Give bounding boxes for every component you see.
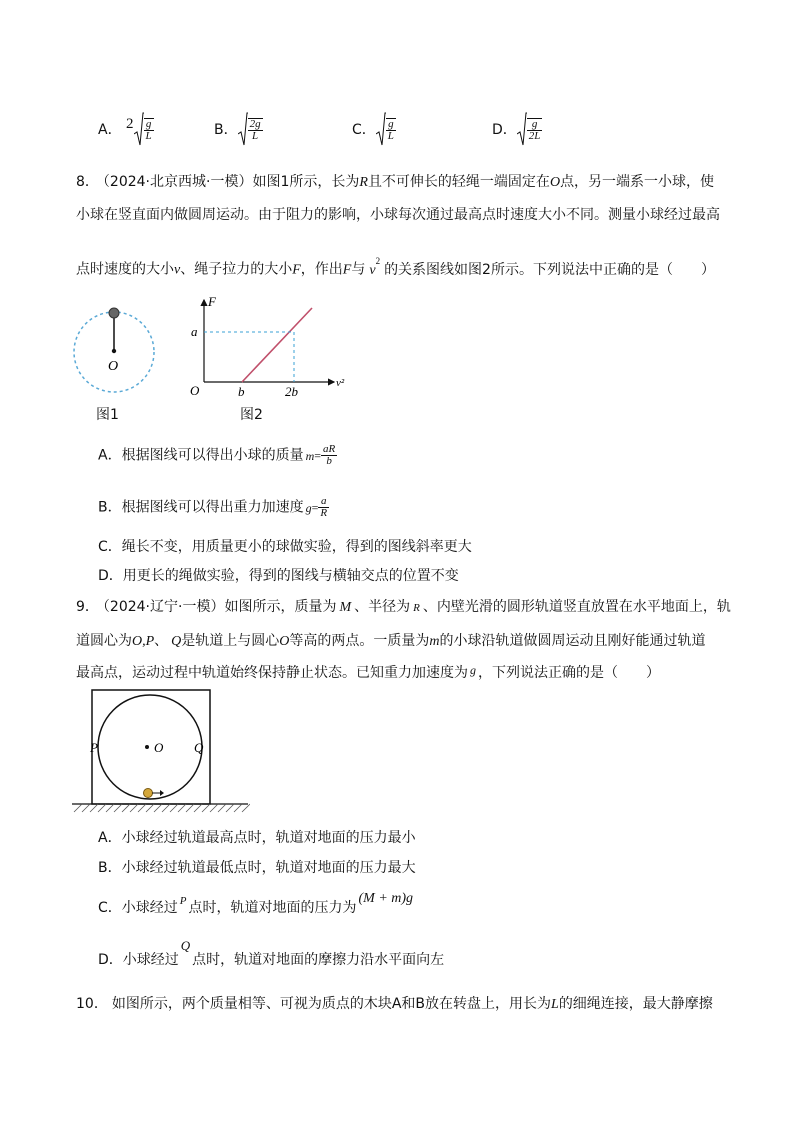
q9-line-1 [76, 597, 736, 618]
q8-line-3 [76, 255, 736, 281]
text: 如图所示，质量为 [224, 599, 337, 615]
question-number: 8． [76, 174, 99, 190]
fraction [527, 118, 543, 142]
text: 与 [351, 261, 366, 278]
option-label: A． [98, 122, 122, 138]
text: 小球在竖直面内做圆周运动。由于阻力的影响，小球每次通过最高点时速度大小不同。测量小球经过最高 [76, 207, 720, 223]
denominator: 2L [528, 130, 541, 142]
denominator: b [326, 455, 332, 467]
text: A．根据图线可以得出小球的质量 [98, 447, 304, 464]
track-frame [92, 690, 210, 804]
text: D．小球经过 [98, 952, 179, 968]
q7-option-a [98, 112, 154, 148]
math-var: m [305, 448, 315, 463]
fraction [321, 444, 337, 467]
q8-option-a: A．根据图线可以得出小球的质量 m= $\frac{aR}{b}$ [98, 443, 336, 467]
sqrt-icon [376, 112, 386, 148]
math-var: R [413, 602, 420, 614]
text: 最高点，运动过程中轨道始终保持静止状态。已知重力加速度为 [76, 665, 468, 681]
q10-line-1 [76, 994, 736, 1015]
q9-line-3 [76, 663, 736, 683]
math-var: L [551, 997, 559, 1012]
pivot-point [112, 349, 116, 353]
label-2b: 2b [285, 384, 298, 399]
numerator: g [144, 119, 154, 131]
q8-line-2 [76, 205, 736, 225]
text: 、绳子拉力的大小 [180, 261, 293, 278]
numerator: 2g [249, 118, 261, 130]
math-var: m [429, 634, 440, 649]
text: 点时，轨道对地面的摩擦力沿水平面向左 [192, 952, 445, 968]
label-p: P [90, 740, 98, 755]
figure-2-caption: 图2 [240, 407, 263, 423]
text: 点时速度的大小 [76, 261, 174, 278]
option-label: B． [214, 122, 238, 138]
text: 、 [154, 633, 169, 649]
text: 是轨道上与圆心 [181, 633, 280, 649]
coefficient: 2 [126, 116, 134, 132]
text: 的细绳连接，最大静摩擦 [558, 996, 713, 1012]
center-point [145, 745, 149, 749]
label-o: O [190, 383, 200, 398]
arrow-head-icon [160, 790, 164, 796]
figure-2-graph [186, 292, 356, 402]
math-var: R [359, 175, 368, 190]
math-var: O,P [132, 634, 155, 649]
circular-track [98, 695, 202, 799]
sqrt-icon [517, 112, 527, 148]
text: C．小球经过 [98, 900, 178, 916]
fraction [386, 118, 396, 142]
text: 如图1所示，长为 [252, 174, 360, 190]
question-number: 10． [76, 996, 108, 1012]
ball [109, 308, 119, 318]
denominator: L [145, 130, 152, 142]
ball [144, 789, 153, 798]
q7-option-d [492, 112, 542, 148]
sqrt-icon [134, 112, 144, 148]
fraction [318, 496, 329, 519]
text: 如图所示，两个质量相等、可视为质点的木块A和B放在转盘上，用长为 [111, 996, 552, 1012]
q9-option-b: B．小球经过轨道最低点时，轨道对地面的压力最大 [98, 860, 416, 876]
text: 、内壁光滑的圆形轨道竖直放置在水平地面上，轨 [422, 599, 731, 615]
math-var: F [292, 262, 301, 278]
text: 点时，轨道对地面的压力为 [188, 900, 357, 916]
numerator: a [318, 496, 329, 508]
f-v2-line [242, 308, 312, 382]
math-var: g [470, 663, 476, 677]
math-var: v [174, 262, 181, 278]
label-v2: v² [336, 377, 345, 389]
label-f: F [208, 294, 216, 309]
text: 的小球沿轨道做圆周运动且刚好能通过轨道 [439, 633, 706, 649]
label-b: b [238, 384, 245, 399]
superscript: 2 [375, 256, 381, 266]
label-o: O [154, 740, 164, 755]
text: B．根据图线可以得出重力加速度 [98, 499, 304, 516]
numerator: g [527, 119, 543, 131]
text: 点，另一端系一小球，使 [560, 174, 715, 190]
option-label: C． [352, 122, 376, 138]
text: 且不可伸长的轻绳一端固定在 [367, 174, 550, 190]
question-source: （2024·北京西城·一模） [102, 174, 253, 190]
math-var: M [339, 600, 352, 615]
text: 的关系图线如图2所示。下列说法中正确的是（ ） [384, 261, 715, 278]
numerator: g [386, 119, 396, 131]
q7-option-b [214, 112, 263, 148]
fraction [144, 118, 154, 142]
fraction [248, 118, 263, 142]
q8-line-1 [76, 172, 736, 193]
figure-1-caption: 图1 [96, 407, 119, 423]
q9-track-diagram [70, 688, 250, 816]
denominator: L [387, 130, 394, 142]
q9-option-c [98, 891, 414, 919]
math-var: v [369, 262, 376, 278]
math-var: P [179, 895, 187, 907]
math-var: O [549, 175, 561, 190]
q8-option-c: C．绳长不变，用质量更小的球做实验，得到的图线斜率更大 [98, 539, 472, 555]
q8-option-b: B．根据图线可以得出重力加速度 g= $\frac{a}{R}$ [98, 495, 328, 519]
text: 等高的两点。一质量为 [289, 633, 430, 649]
numerator: aR [323, 443, 336, 455]
text: ，作出 [300, 261, 343, 278]
denominator: L [252, 130, 259, 142]
math-var: g [305, 500, 312, 515]
q9-option-d [98, 938, 445, 970]
q8-option-d: D．用更长的绳做实验，得到的图线与横轴交点的位置不变 [98, 568, 459, 584]
math-var: Q [171, 634, 182, 649]
q7-option-c [352, 112, 396, 148]
math-var: O [279, 634, 290, 649]
text: 道圆心为 [76, 633, 132, 649]
text: 、半径为 [354, 599, 411, 615]
label-o: O [108, 359, 119, 374]
text: ，下列说法正确的是（ ） [478, 665, 660, 681]
label-q: Q [194, 740, 204, 755]
question-source: （2024·辽宁·一模） [102, 599, 225, 615]
ground-hatching [74, 804, 250, 812]
denominator: R [320, 507, 328, 519]
q9-option-a: A．小球经过轨道最高点时，轨道对地面的压力最小 [98, 830, 416, 846]
math-var: Q [180, 938, 191, 953]
sqrt-icon [238, 112, 248, 148]
math-expression: (M + m)g [358, 891, 414, 906]
q9-line-2 [76, 631, 736, 652]
option-label: D． [492, 122, 517, 138]
question-number: 9． [76, 599, 99, 615]
label-a: a [191, 324, 198, 339]
figure-1-circle-diagram [68, 300, 168, 400]
math-var: F [342, 262, 352, 278]
